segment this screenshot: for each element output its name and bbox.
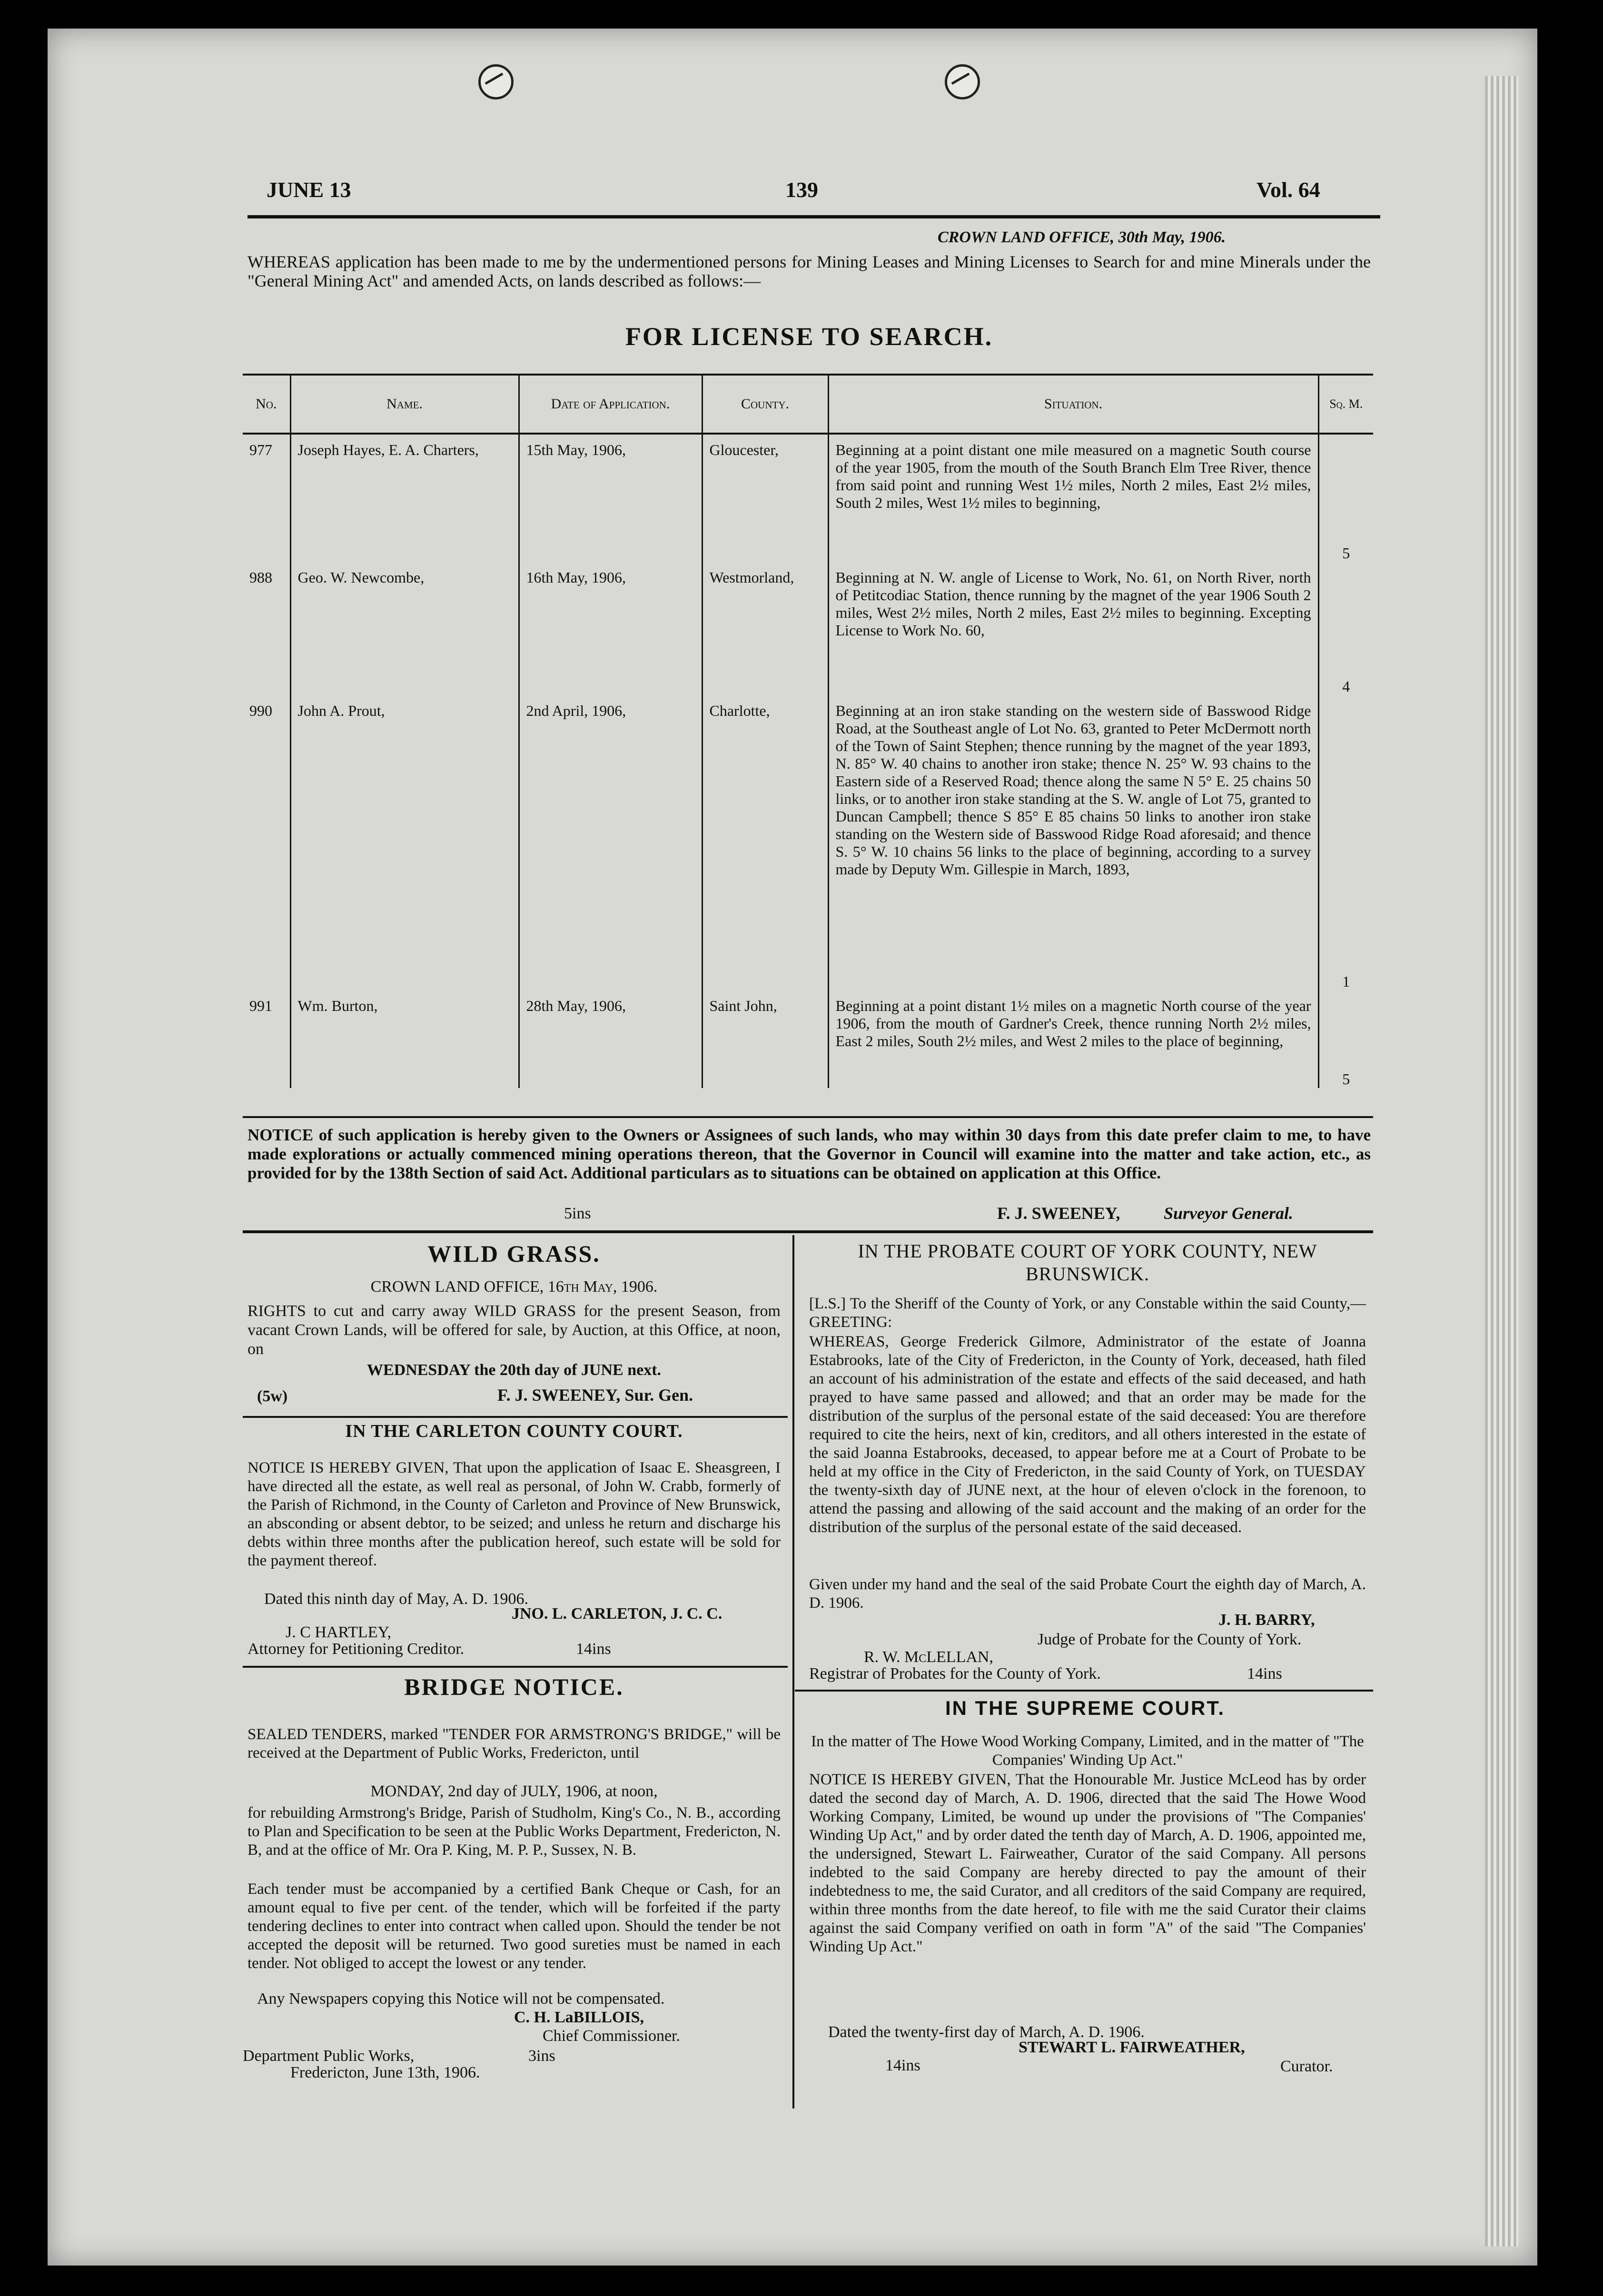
table-row <box>243 990 1373 1088</box>
binding-hole-right <box>945 64 980 99</box>
col-sq: Sq. M. <box>1318 375 1373 434</box>
table-row <box>243 562 1373 695</box>
probate-rule <box>795 1690 1373 1692</box>
cell-date: 2nd April, 1906, <box>519 695 702 990</box>
cell-county: Saint John, <box>702 990 828 1088</box>
probate-registrar: R. W. McLELLAN, <box>864 1648 993 1666</box>
cell-date: 16th May, 1906, <box>519 562 702 695</box>
bridge-signature-title: Chief Commissioner. <box>543 2027 680 2045</box>
col-name: Name. <box>290 375 519 434</box>
bridge-title: BRIDGE NOTICE. <box>404 1673 624 1700</box>
page-number: 139 <box>785 178 818 202</box>
table-header-row <box>243 375 1373 434</box>
cell-no: 991 <box>249 997 272 1014</box>
wild-grass-signature: F. J. SWEENEY, Sur. Gen. <box>497 1386 693 1405</box>
section-rule <box>243 1230 1373 1233</box>
bridge-signature: C. H. LaBILLOIS, <box>514 2009 644 2026</box>
binding-hole-left <box>478 64 514 99</box>
bridge-body-1: for rebuilding Armstrong's Bridge, Parish of Studholm, King's Co., N. B., according to Plan and Specification to be seen at the Public Works Department, Fredericton, N. B, and at the office of Mr. Ora P. King, M. P. P., Sussex, N. B. <box>247 1804 781 1859</box>
cell-county: Charlotte, <box>702 695 828 990</box>
supreme-title: IN THE SUPREME COURT. <box>945 1697 1226 1719</box>
crown-insertions: 5ins <box>564 1205 591 1222</box>
cell-date: 15th May, 1906, <box>519 434 702 562</box>
col-county: County. <box>702 375 828 434</box>
probate-given: Given under my hand and the seal of the said Probate Court the eighth day of March, A. D. 1906. <box>809 1576 1366 1612</box>
supreme-insertions: 14ins <box>885 2057 920 2074</box>
probate-title: IN THE PROBATE COURT OF YORK COUNTY, NEW BRUNSWICK. <box>858 1240 1317 1285</box>
header-volume: Vol. 64 <box>1257 178 1320 202</box>
bridge-body-3: Any Newspapers copying this Notice will not be compensated. <box>257 1990 665 2008</box>
column-divider <box>792 1235 794 2108</box>
cell-situation: Beginning at a point distant one mile measured on a magnetic South course of the year 1905, from the mouth of the South Branch Elm Tree River, thence from said point and running West 1½ miles, North 2 miles, East 2½ miles, South 2 miles, West 1½ miles to beginning, <box>828 434 1318 562</box>
crown-dateline: CROWN LAND OFFICE, 30th May, 1906. <box>938 228 1226 246</box>
cell-sq: 1 <box>1318 695 1373 990</box>
bridge-intro: SEALED TENDERS, marked "TENDER FOR ARMSTRONG'S BRIDGE," will be received at the Department of Public Works, Fredericton, until <box>247 1726 781 1762</box>
supreme-dated: Dated the twenty-first day of March, A. D. 1906. <box>828 2023 1145 2041</box>
col-date: Date of Application. <box>519 375 702 434</box>
cell-sq: 5 <box>1318 434 1373 562</box>
supreme-signature: STEWART L. FAIRWEATHER, <box>1019 2039 1245 2056</box>
bridge-place-date: Fredericton, June 13th, 1906. <box>290 2064 480 2081</box>
cell-no: 988 <box>249 569 272 586</box>
col-situation: Situation. <box>828 375 1318 434</box>
probate-registrar-title: Registrar of Probates for the County of York. <box>809 1665 1101 1682</box>
page-edge-stack <box>1485 76 1518 2247</box>
carleton-insertions: 14ins <box>576 1640 611 1658</box>
wild-grass-body: RIGHTS to cut and carry away WILD GRASS for the present Season, from vacant Crown Lands, will be offered for sale, by Auction, at this Office, at noon, on <box>247 1302 781 1358</box>
probate-judge-title: Judge of Probate for the County of York. <box>1038 1631 1302 1648</box>
header-date: JUNE 13 <box>267 178 351 202</box>
carleton-attorney-name: J. C HARTLEY, <box>286 1623 392 1641</box>
wild-grass-dateline: CROWN LAND OFFICE, 16th May, 1906. <box>370 1278 658 1296</box>
cell-situation: Beginning at N. W. angle of License to Work, No. 61, on North River, north of Petitcodiac Station, thence running by the magnet of the year 1906 South 2 miles, West 2½ miles, North 2 miles, East 2½ miles to beginning. Excepting License to Work No. 60, <box>828 562 1318 695</box>
table-title: FOR LICENSE TO SEARCH. <box>625 322 993 351</box>
cell-name: Joseph Hayes, E. A. Charters, <box>290 434 519 562</box>
cell-name: Wm. Burton, <box>290 990 519 1088</box>
wild-grass-rule <box>243 1416 788 1418</box>
supreme-signature-title: Curator. <box>1280 2058 1333 2075</box>
cell-name: John A. Prout, <box>290 695 519 990</box>
col-no: No. <box>243 375 290 434</box>
carleton-attorney-title: Attorney for Petitioning Creditor. <box>247 1640 465 1658</box>
cell-situation: Beginning at a point distant 1½ miles on a magnetic North course of the year 1906, from the mouth of Gardner's Creek, thence running North 2½ miles, East 2 miles, South 2½ miles, and West 2 miles to the place of beginning, <box>828 990 1318 1088</box>
cell-county: Westmorland, <box>702 562 828 695</box>
probate-address: [L.S.] To the Sheriff of the County of York, or any Constable within the said County,—GREETING: <box>809 1295 1366 1331</box>
probate-insertions: 14ins <box>1247 1665 1282 1682</box>
license-table <box>243 374 1373 1088</box>
bridge-body-2: Each tender must be accompanied by a certified Bank Cheque or Cash, for an amount equal to five per cent. of the tender, which will be forfeited if the party tendering declines to enter into contract when called upon. Should the tender be not accepted the deposit will be returned. Two good sureties must be named in each tender. Not obliged to accept the lowest or any tender. <box>247 1880 781 1972</box>
cell-name: Geo. W. Newcombe, <box>290 562 519 695</box>
probate-judge: J. H. BARRY, <box>1218 1611 1315 1629</box>
carleton-rule <box>243 1666 788 1668</box>
supreme-matter: In the matter of The Howe Wood Working Company, Limited, and in the matter of "The Companies' Winding Up Act." <box>811 1733 1364 1769</box>
bridge-day: MONDAY, 2nd day of JULY, 1906, at noon, <box>370 1782 658 1800</box>
cell-sq: 4 <box>1318 562 1373 695</box>
carleton-body: NOTICE IS HEREBY GIVEN, That upon the application of Isaac E. Sheasgreen, I have directed all the estate, as well real as personal, of John W. Crabb, formerly of the Parish of Richmond, in the County of Carleton and Province of New Brunswick, an absconding or absent debtor, to be seized; and unless he return and discharge his debts within three months after the publication hereof, such estate will be sold for the payment thereof. <box>247 1459 781 1569</box>
wild-grass-title: WILD GRASS. <box>427 1240 601 1267</box>
crown-signature: F. J. SWEENEY, <box>997 1204 1120 1223</box>
table-bottom-rule <box>243 1116 1373 1118</box>
cell-date: 28th May, 1906, <box>519 990 702 1088</box>
probate-body: WHEREAS, George Frederick Gilmore, Administrator of the estate of Joanna Estabrooks, late of the City of Fredericton, in the County of York, deceased, hath filed an account of his administration of the estate and effects of the said deceased, and hath prayed to have same passed and allowed; and that an order may be made for the distribution of the surplus of the personal estate of the said deceased: You are therefore required to cite the heirs, next of kin, creditors, and all others interested in the estate of the said Joanna Estabrooks, deceased, to appear before me at a Court of Probate to be held at my office in the City of Fredericton, in the said County of York, on TUESDAY the twenty-sixth day of JUNE next, at the hour of eleven o'clock in the forenoon, to attend the passing and allowing of the said account and the making of an order for the distribution of the surplus of the personal estate of the said deceased. <box>809 1333 1366 1536</box>
bridge-insertions: 3ins <box>528 2047 555 2065</box>
crown-intro: WHEREAS application has been made to me by the undermentioned persons for Mining Leases and Mining Licenses to Search for and mine Minerals under the "General Mining Act" and amended Acts, on lands described as follows:— <box>247 252 1371 290</box>
wild-grass-insertions: (5w) <box>257 1387 288 1405</box>
carleton-judge: JNO. L. CARLETON, J. C. C. <box>512 1605 722 1623</box>
table-row <box>243 434 1373 562</box>
carleton-dated: Dated this ninth day of May, A. D. 1906. <box>264 1590 528 1608</box>
header-rule <box>247 215 1380 218</box>
cell-county: Gloucester, <box>702 434 828 562</box>
cell-sq: 5 <box>1318 990 1373 1088</box>
table-row <box>243 695 1373 990</box>
cell-no: 977 <box>249 441 272 458</box>
crown-signature-title: Surveyor General. <box>1164 1204 1293 1223</box>
wild-grass-day: WEDNESDAY the 20th day of JUNE next. <box>366 1361 662 1379</box>
cell-situation: Beginning at an iron stake standing on the western side of Basswood Ridge Road, at the Southeast angle of Lot No. 63, granted to Peter McDermott north of the Town of Saint Stephen; thence running by the magnet of the year 1893, N. 85° W. 40 chains to another iron stake; thence N. 25° W. 93 chains to the Eastern side of a Reserved Road; thence along the same N 5° E. 25 chains 50 links, or to another iron stake standing at the S. W. angle of Lot 75, granted to Duncan Campbell; thence S 85° E 85 chains 50 links to another iron stake standing on the Western side of Basswood Ridge Road aforesaid; and thence S. 5° W. 10 chains 56 links to the place of beginning, according to a survey made by Deputy Wm. Gillespie in March, 1893, <box>828 695 1318 990</box>
cell-no: 990 <box>249 702 272 719</box>
carleton-title: IN THE CARLETON COUNTY COURT. <box>345 1421 683 1441</box>
supreme-body: NOTICE IS HEREBY GIVEN, That the Honourable Mr. Justice McLeod has by order dated the second day of March, A. D. 1906, directed that the said The Howe Wood Working Company, Limited, be wound up under the provisions of "The Companies' Winding Up Act," and by order dated the tenth day of March, A. D. 1906, appointed me, the undersigned, Stewart L. Fairweather, Curator of the said Company. All persons indebted to the said Company are hereby directed to pay the amount of their indebtedness to me, the said Curator, and all creditors of the said Company are required, within three months from the date hereof, to file with me the said Curator their claims against the said Company verified on oath in form "A" of the said "The Companies' Winding Up Act." <box>809 1771 1366 1955</box>
crown-notice-text: NOTICE of such application is hereby given to the Owners or Assignees of such lands, who may within 30 days from this date prefer claim to me, to have made explorations or actually commenced mining operations thereon, that the Governor in Council will examine into the matter and take action, etc., as provided for by the 138th Section of said Act. Additional particulars as to situations can be obtained on application at this Office. <box>247 1126 1371 1182</box>
bridge-dept: Department Public Works, <box>243 2047 415 2065</box>
